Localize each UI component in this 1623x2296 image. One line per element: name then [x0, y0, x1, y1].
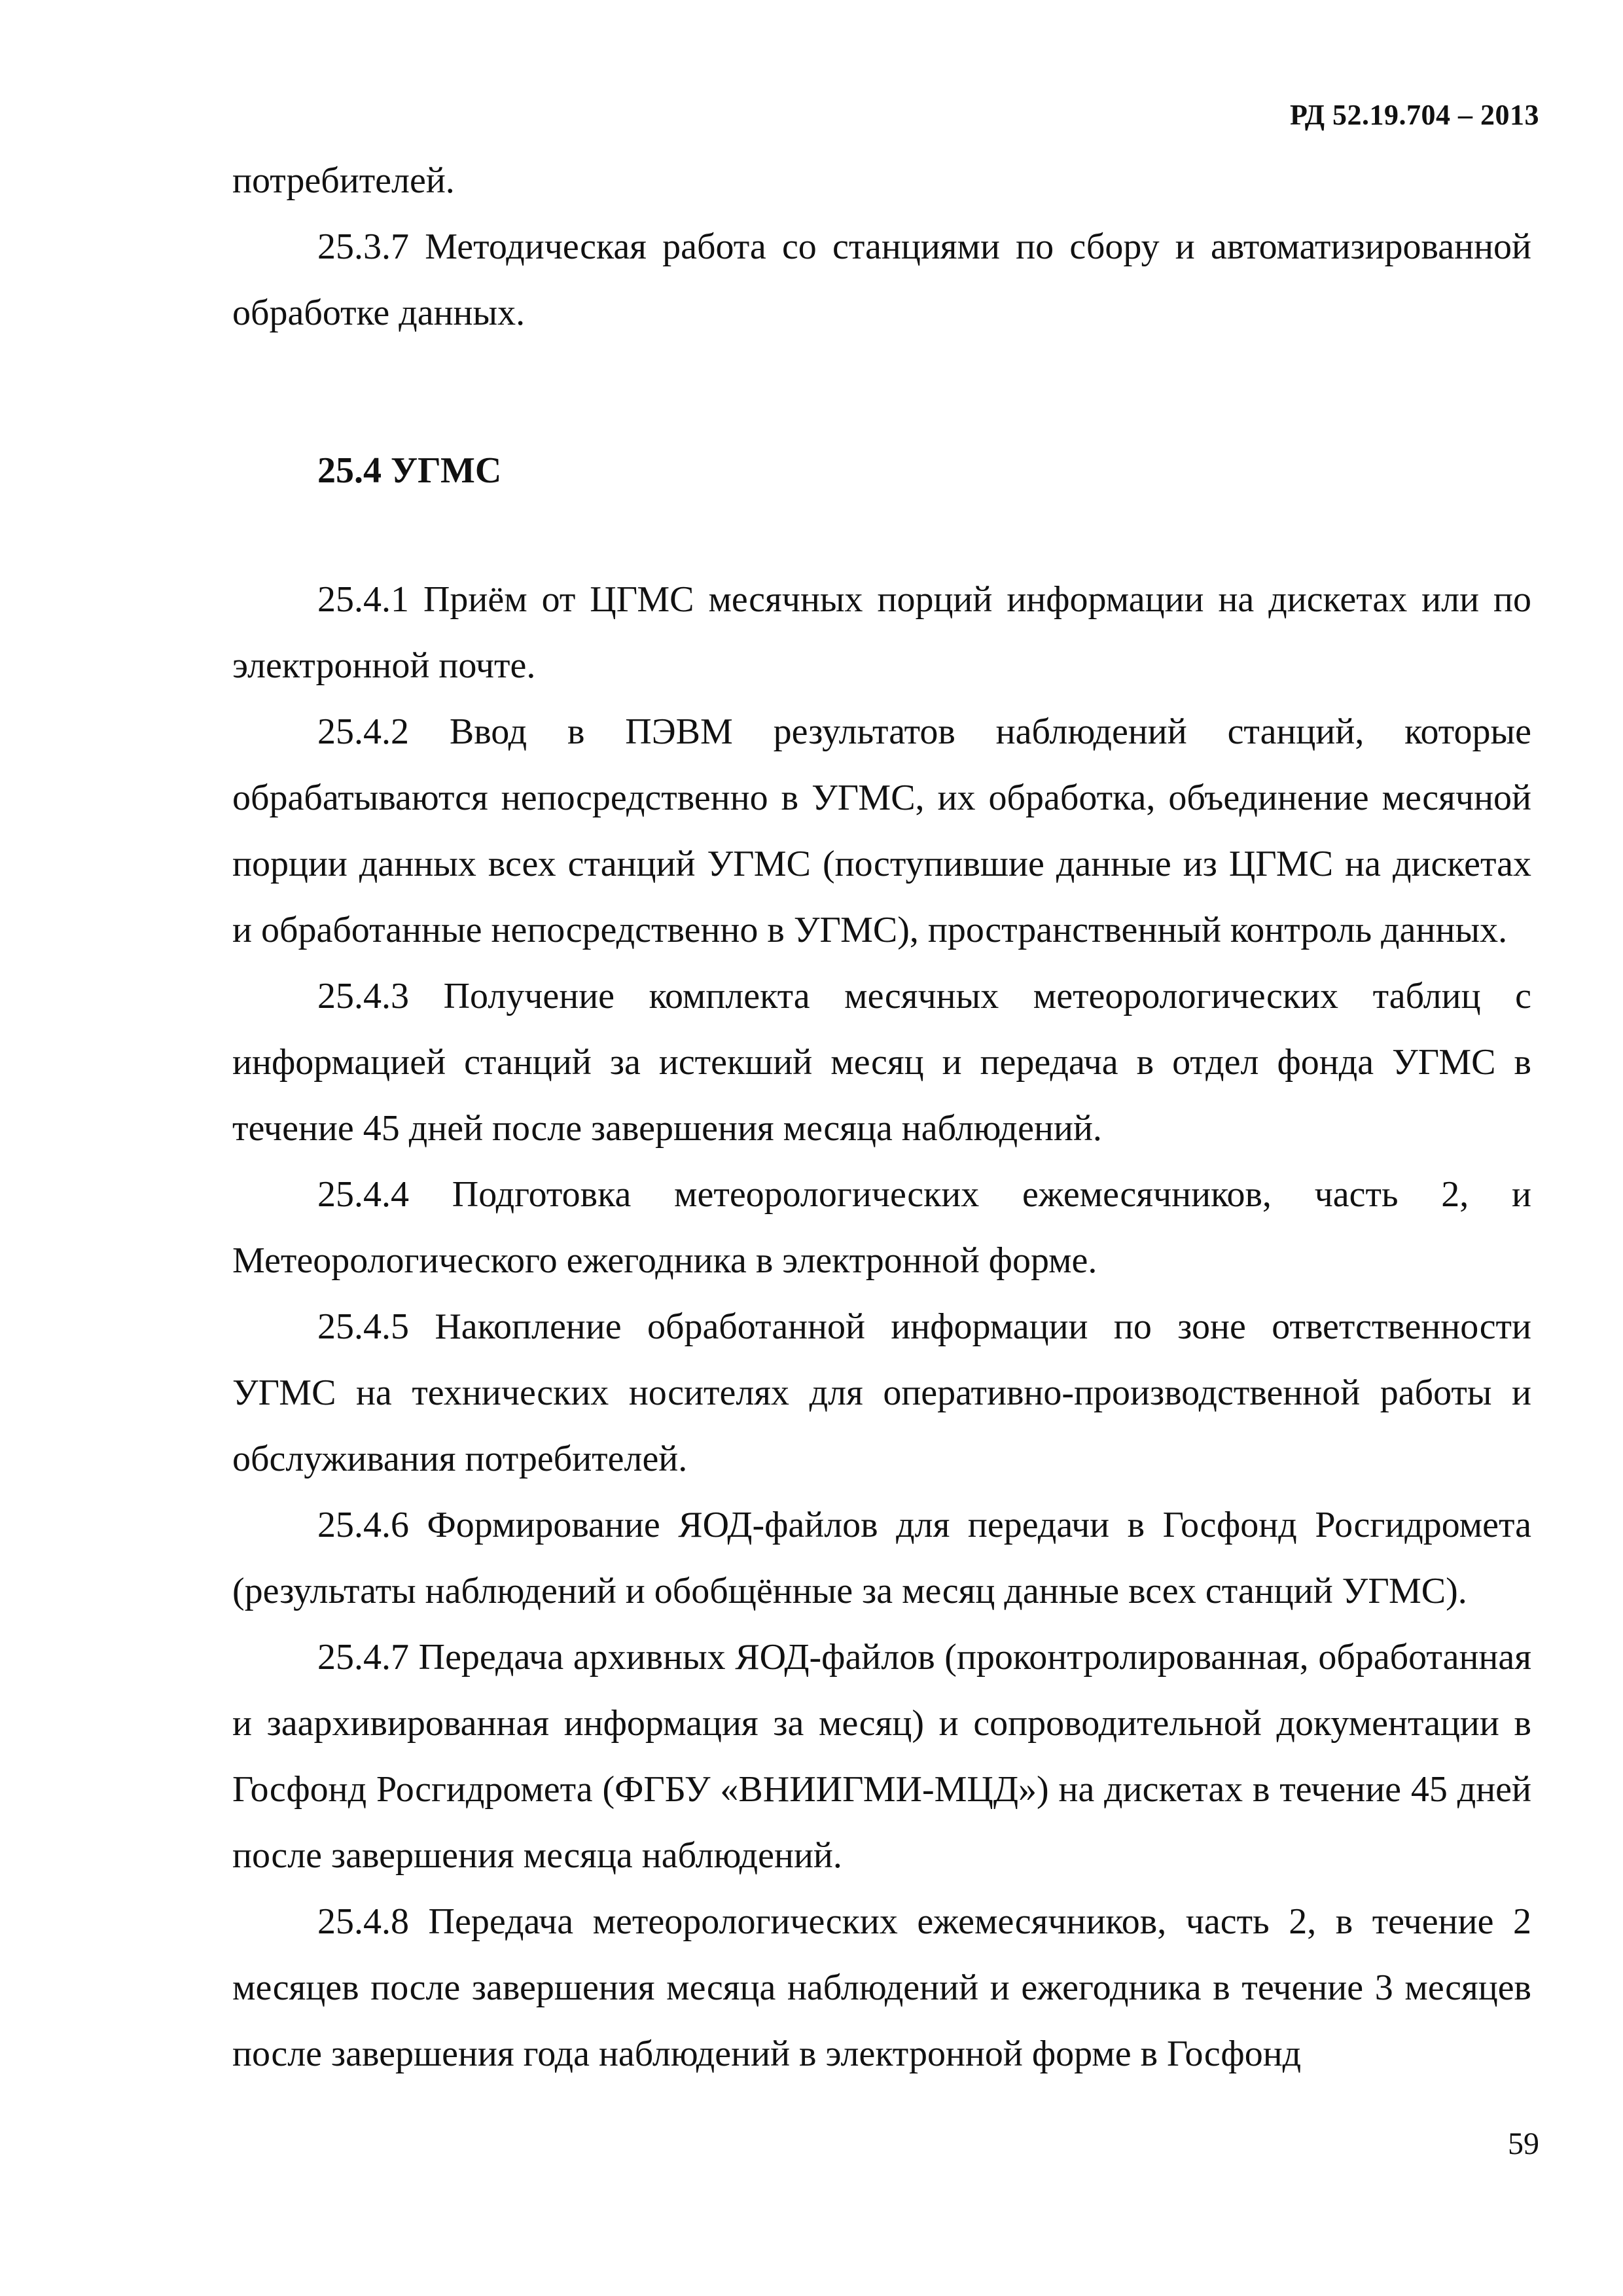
paragraph-25-3-7: 25.3.7 Методическая работа со станциями по сбору и автоматизированной обработке данных.: [232, 226, 1531, 333]
paragraph-25-4-8: 25.4.8 Передача метеорологических ежемесячников, часть 2, в течение 2 месяцев после завершения месяца наблюдений и ежегодника в течение 3 месяцев после завершения года наблюдений в электронной форме в Госфонд: [232, 1901, 1531, 2074]
page-body: [232, 148, 1531, 2087]
page-number: 59: [1508, 2126, 1539, 2161]
section-title: 25.4 УГМС: [317, 450, 502, 491]
paragraph-25-4-2: 25.4.2 Ввод в ПЭВМ результатов наблюдений станций, которые обрабатываются непосредственно в УГМС, их обработка, объединение месячной порции данных всех станций УГМС (поступившие данные из ЦГМС на дискетах и обработанные непосредственно в УГМС), пространственный контроль данных.: [232, 711, 1531, 950]
continuation-paragraph: потребителей.: [232, 160, 455, 201]
document-code: РД 52.19.704 – 2013: [1290, 99, 1539, 131]
paragraph-25-4-4: 25.4.4 Подготовка метеорологических ежемесячников, часть 2, и Метеорологического ежегодника в электронной форме.: [232, 1174, 1531, 1281]
paragraph-25-4-5: 25.4.5 Накопление обработанной информации по зоне ответственности УГМС на технических носителях для оперативно-производственной работы и обслуживания потребителей.: [232, 1306, 1531, 1479]
paragraph-25-4-3: 25.4.3 Получение комплекта месячных метеорологических таблиц с информацией станций за истекший месяц и передача в отдел фонда УГМС в течение 45 дней после завершения месяца наблюдений.: [232, 976, 1531, 1149]
paragraph-25-4-6: 25.4.6 Формирование ЯОД-файлов для передачи в Госфонд Росгидромета (результаты наблюдений и обобщённые за месяц данные всех станций УГМС).: [232, 1505, 1531, 1611]
paragraph-25-4-1: 25.4.1 Приём от ЦГМС месячных порций информации на дискетах или по электронной почте.: [232, 579, 1531, 686]
paragraph-25-4-7: 25.4.7 Передача архивных ЯОД-файлов (проконтролированная, обработанная и заархивированная информация за месяц) и сопроводительной документации в Госфонд Росгидромета (ФГБУ «ВНИИГМИ-МЦД») на дискетах в течение 45 дней после завершения месяца наблюдений.: [232, 1637, 1531, 1876]
